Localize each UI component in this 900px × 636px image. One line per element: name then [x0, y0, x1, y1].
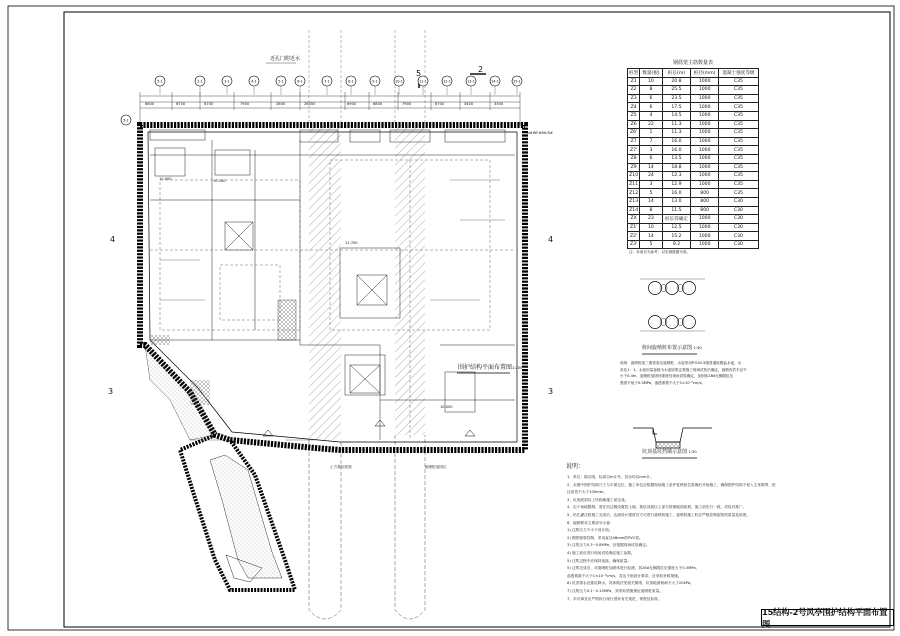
- table-cell: 1000: [691, 215, 718, 224]
- table-cell: 6: [640, 154, 662, 163]
- table-cell: Z3': [628, 240, 640, 249]
- table-cell: 18.8: [662, 163, 691, 172]
- table-cell: 23: [640, 215, 662, 224]
- dimension-label: 2600: [276, 102, 286, 106]
- table-cell: 15.2: [662, 232, 691, 241]
- table-row: [628, 94, 759, 103]
- jet-grout-diagram: [640, 279, 705, 331]
- dimension-label: 6700: [435, 102, 445, 106]
- section-mark-left-3: 3: [108, 387, 114, 396]
- note-line: 5) 注浆过程中应保持连续，确保质量。: [567, 558, 631, 563]
- pile-schedule-table: [627, 58, 759, 249]
- sheet-inner-border: [64, 12, 890, 627]
- table-cell: 1000: [691, 172, 718, 181]
- note-line: 5、钻孔灌注桩施工完成后，达到设计强度后方可进行旋喷桩施工，旋喷桩施工时应严格控制泥浆的质量及浓度。: [567, 512, 751, 517]
- table-cell: C35: [718, 146, 758, 155]
- table-cell: 1000: [691, 103, 718, 112]
- dimension-label: 6800: [373, 102, 383, 106]
- table-row: [628, 77, 759, 86]
- dimension-label: 6700: [204, 102, 214, 106]
- table-row: [628, 240, 759, 249]
- table-row: [628, 103, 759, 112]
- section-mark-top-2: 2: [478, 65, 484, 74]
- table-cell: 24: [640, 172, 662, 181]
- table-cell: C35: [718, 163, 758, 172]
- table-cell: C30: [718, 197, 758, 206]
- table-cell: C35: [718, 189, 758, 198]
- table-cell: 16.0: [662, 137, 691, 146]
- table-cell: 5: [640, 240, 662, 249]
- pile-table-body: [628, 77, 759, 249]
- axis-bubble-label: 9-1: [372, 79, 378, 84]
- axis-bubble-label: 15-1: [513, 79, 521, 84]
- table-cell: 14: [640, 232, 662, 241]
- elevation-tag-d: 10.000: [440, 405, 453, 409]
- axis-bubble-label: 4-1: [251, 79, 257, 84]
- table-cell: C35: [718, 129, 758, 138]
- table-cell: 1000: [691, 154, 718, 163]
- jet-note-line: 灰比1：1，水泥用量参数为水泥原浆注浆施工现场试验后确定，旋喷有效半径不: [620, 367, 747, 372]
- table-cell: 1: [640, 129, 662, 138]
- table-cell: C35: [718, 77, 758, 86]
- retaining-wall-scale: 1:50: [688, 450, 697, 454]
- table-cell: 1000: [691, 137, 718, 146]
- dimension-label: 6700: [176, 102, 186, 106]
- pile-table-header-cell: 数量(根): [640, 69, 662, 78]
- dimension-label: 6800: [145, 102, 155, 106]
- table-cell: 14.5: [662, 111, 691, 120]
- table-cell: Z14: [629, 207, 639, 213]
- table-row: [628, 137, 759, 146]
- table-cell: 23.5: [662, 94, 691, 103]
- axis-bubble-label: 5-1: [157, 79, 163, 84]
- table-cell: 5: [640, 189, 662, 198]
- table-cell: Z9: [628, 163, 640, 172]
- table-cell: ZX: [628, 215, 640, 224]
- pile-table-header-cell: 桩型: [628, 69, 640, 78]
- note-line: 3、坑底底面以上结构地施工前完成。: [567, 497, 629, 502]
- table-cell: Z6: [628, 120, 640, 129]
- table-cell: C35: [718, 180, 758, 189]
- sheet-title-block: [761, 606, 894, 629]
- table-cell: 3: [640, 180, 662, 189]
- table-cell: Z5: [628, 111, 640, 120]
- table-cell: 13.5: [662, 154, 691, 163]
- table-cell: C35: [718, 103, 758, 112]
- table-cell: 12.9: [662, 180, 691, 189]
- jet-note-line: 小于0.4m，旋喷桩加固体强度经现场试验确定，加固体28d无侧限抗压: [620, 374, 734, 378]
- table-cell: Z8: [628, 154, 640, 163]
- jet-note-line: 强度不低于0.3MPa，渗透系数不大于1×10⁻⁶cm/s。: [620, 380, 706, 385]
- table-cell: Z7: [628, 137, 640, 146]
- pile-table-note: 注：本表仅为参考，以实测数据为准。: [629, 250, 691, 254]
- pile-table-header-cell: 桩径(mm): [691, 69, 718, 78]
- retaining-wall-sketch: [633, 428, 712, 448]
- axis-bubble-label: 8-1: [348, 79, 354, 84]
- dimension-label: 6900: [347, 102, 357, 106]
- section-mark-right-3: 3: [548, 387, 554, 396]
- dimension-label: 7900: [402, 102, 412, 106]
- plan-note-b: 旋喷桩加固区: [425, 465, 447, 469]
- general-notes: [567, 474, 776, 603]
- table-cell: 16.0: [662, 146, 691, 155]
- axis-stems: [160, 86, 517, 95]
- table-cell: 11.3: [662, 129, 691, 138]
- table-row: [628, 206, 759, 215]
- table-cell: Z13: [629, 199, 639, 205]
- table-row: [628, 232, 759, 241]
- table-row: [628, 223, 759, 232]
- note-line: 4) 施工前应进行现场试验确定施工参数。: [567, 550, 635, 555]
- plan-symbols: [263, 420, 475, 436]
- table-cell: Z1': [628, 223, 640, 232]
- sheet-title: 15结构-2号风亭围护结构平面布置图: [762, 606, 888, 629]
- axis-bubble-label: 12-1: [443, 79, 451, 84]
- table-row: [628, 215, 759, 224]
- section-mark-right-4: 4: [548, 235, 554, 244]
- table-row: [628, 146, 759, 155]
- table-row: [628, 129, 759, 138]
- section-mark-left-4: 4: [110, 235, 116, 244]
- table-cell: C35: [718, 154, 758, 163]
- table-cell: 1000: [691, 223, 718, 232]
- axis-bubble-label: 7-1: [324, 79, 330, 84]
- table-cell: 1000: [691, 180, 718, 189]
- note-line: 1) 注浆压力不小于设计值；: [567, 528, 613, 533]
- axis-bubble-group: [121, 76, 522, 125]
- axis-bubble-label: 5-1: [278, 79, 284, 84]
- table-row: [628, 120, 759, 129]
- jet-grout-title: [642, 346, 702, 351]
- jet-grout-title-text: 桩间旋喷桩布置示意图: [642, 345, 693, 351]
- table-cell: 11.5: [662, 206, 691, 215]
- axis-bubble-label: 2-1: [197, 79, 203, 84]
- note-line: 2) 钢管壁厚控制，采用直径48mm的PVC管。: [567, 535, 643, 540]
- table-cell: 17.5: [662, 103, 691, 112]
- table-cell: 12.5: [662, 223, 691, 232]
- table-cell: 1000: [691, 94, 718, 103]
- note-line: 6) 坑顶排水及基坑降水，具体做法见相关图纸，坑顶地面荷载不大于20kPa。: [567, 581, 694, 586]
- table-cell: 16.0: [662, 189, 691, 198]
- dimension-label: 3400: [464, 102, 474, 106]
- elevation-tag-b: 10.100: [213, 179, 226, 183]
- pile-table-header-cell: 桩长(m): [662, 69, 691, 78]
- table-cell: C30: [718, 240, 758, 249]
- top-label: 近孔门附近水: [270, 56, 301, 62]
- table-cell: 6: [640, 94, 662, 103]
- table-cell: C30: [718, 232, 758, 241]
- table-cell: 13.0: [662, 197, 691, 206]
- table-cell: Z10: [629, 173, 639, 179]
- table-cell: Z6': [628, 129, 640, 138]
- jet-note-line: 说明：旋喷桩加三重管高压旋喷桩，水泥采用P.O42.5级普通硅酸盐水泥，水: [620, 361, 742, 365]
- plan-title-text: 围护结构平面布置图: [458, 364, 513, 371]
- axis-bubble-label: 6-1: [297, 79, 303, 84]
- table-row: [628, 163, 759, 172]
- table-cell: C30: [718, 215, 758, 224]
- table-cell: 1000: [691, 232, 718, 241]
- axis-bubble-label: 11-1: [419, 79, 427, 84]
- plan-scale: 1:200: [512, 366, 523, 370]
- table-cell: C35: [718, 94, 758, 103]
- table-cell: 800: [691, 189, 718, 198]
- table-cell: 11.3: [662, 120, 691, 129]
- table-row: [628, 111, 759, 120]
- axis-bubble-label: 14-1: [491, 79, 499, 84]
- note-line: 6、编制要求主要部分示意：: [567, 520, 614, 525]
- table-cell: 1000: [691, 86, 718, 95]
- table-cell: 20.8: [662, 77, 691, 86]
- table-row: [628, 86, 759, 95]
- table-cell: 1000: [691, 163, 718, 172]
- table-cell: C30: [718, 206, 758, 215]
- table-cell: 800: [691, 206, 718, 215]
- axis-bubble-label: 10-1: [395, 79, 403, 84]
- pile-table-caption: 钢筋笼主筋数量表: [672, 60, 713, 66]
- table-cell: 7: [640, 137, 662, 146]
- note-line: 1、单位：除注明，标高以m计外，其余均以mm计。: [567, 475, 654, 479]
- table-cell: 6: [640, 103, 662, 112]
- table-cell: Z7': [628, 146, 640, 155]
- top-dimension-chain: [140, 92, 520, 125]
- table-row: [628, 189, 759, 198]
- table-cell: 14: [640, 163, 662, 172]
- elevation-tag-c: 11.700: [345, 241, 358, 245]
- axis-bubble-label: 13-1: [467, 79, 475, 84]
- jet-grout-note: [620, 360, 785, 386]
- table-cell: 9.2: [662, 240, 691, 249]
- table-cell: 1000: [691, 240, 718, 249]
- pile-table-header: [628, 69, 759, 78]
- table-cell: 1000: [691, 146, 718, 155]
- table-row: [628, 172, 759, 181]
- table-row: [628, 154, 759, 163]
- table-cell: C35: [718, 120, 758, 129]
- table-cell: C35: [718, 137, 758, 146]
- table-row: [628, 197, 759, 206]
- section-mark-top-5: 5: [416, 69, 422, 78]
- table-cell: 3: [640, 146, 662, 155]
- table-cell: Z2': [628, 232, 640, 241]
- table-cell: 8: [640, 206, 662, 215]
- note-line: 7) 注浆压力0.1~0.15MPa，须采取措施保证旋喷桩质量。: [567, 588, 663, 593]
- table-cell: C30: [718, 223, 758, 232]
- table-cell: 14: [640, 197, 662, 206]
- table-cell: 10: [640, 223, 662, 232]
- note-line: 4、由于场地限制，需在坑边侧设置挡土墙，基坑顶面以上部分按照地面放坡，施工前先行一段，试验后推广。: [567, 505, 747, 510]
- note-line: 7、未尽事宜应严格执行现行国家有关规范、规程及标准。: [567, 596, 662, 601]
- note-line: 2、本图中围护结构尺寸与平面定位，施工单位应根据现场施工条件复核桩位准确后开始施工，确保围护结构不侵入主体限界，桩: [567, 482, 776, 487]
- plan-title: [458, 365, 522, 371]
- table-cell: 800: [691, 197, 718, 206]
- table-cell: 1000: [691, 120, 718, 129]
- note-line: 3) 注浆压力0.3~0.8MPa，宜根据现场试验确定。: [567, 543, 650, 548]
- table-cell: Z2: [628, 86, 640, 95]
- dimension-label: 3300: [494, 102, 504, 106]
- dimension-label: 26450: [304, 102, 316, 106]
- table-cell: 10: [640, 77, 662, 86]
- table-cell: 1000: [691, 111, 718, 120]
- axis-bubble-label: 3-1: [224, 79, 230, 84]
- table-cell: 25.5: [662, 86, 691, 95]
- table-cell: Z3: [628, 94, 640, 103]
- dimension-label: 7900: [240, 102, 250, 106]
- table-cell: 22: [640, 120, 662, 129]
- plan-note-a: 土方基坑底面: [330, 465, 352, 469]
- side-axis-bubble-label: 5-1: [123, 118, 129, 123]
- table-cell: Z12: [629, 190, 639, 196]
- retaining-wall-title-text: 坑顶基坑挡墙示意图: [642, 449, 688, 455]
- retaining-wall-title: [642, 450, 697, 455]
- elevation-tag-a: 10.900: [159, 177, 172, 181]
- jet-grout-scale: 1:50: [693, 346, 702, 350]
- table-cell: Z4: [628, 103, 640, 112]
- notes-heading: 说明：: [566, 463, 585, 470]
- note-line: 径误差不大于100mm。: [567, 490, 608, 495]
- table-cell: 4: [640, 111, 662, 120]
- table-cell: C35: [718, 86, 758, 95]
- table-cell: 桩长待确定: [662, 215, 691, 224]
- table-cell: 1000: [691, 129, 718, 138]
- table-cell: 1000: [691, 77, 718, 86]
- construction-strips: [309, 30, 425, 619]
- right-edge-label: N#WF#BH/9#: [527, 131, 554, 135]
- table-row: [628, 180, 759, 189]
- table-cell: C35: [718, 172, 758, 181]
- note-line: 5) 注浆完成后，对旋喷桩加固体进行检测，其28d无侧限抗压强度大于0.3MPa，: [567, 566, 700, 571]
- table-cell: 12.3: [662, 172, 691, 181]
- pile-table-header-cell: 混凝土强度等级: [718, 69, 758, 78]
- table-cell: 8: [640, 86, 662, 95]
- note-line: 渗透系数不大于1×10⁻⁶cm/s，若达不到设计要求，应采取补救措施。: [567, 573, 682, 578]
- table-cell: C35: [718, 111, 758, 120]
- table-cell: Z11: [629, 182, 639, 188]
- table-cell: Z1: [628, 77, 640, 86]
